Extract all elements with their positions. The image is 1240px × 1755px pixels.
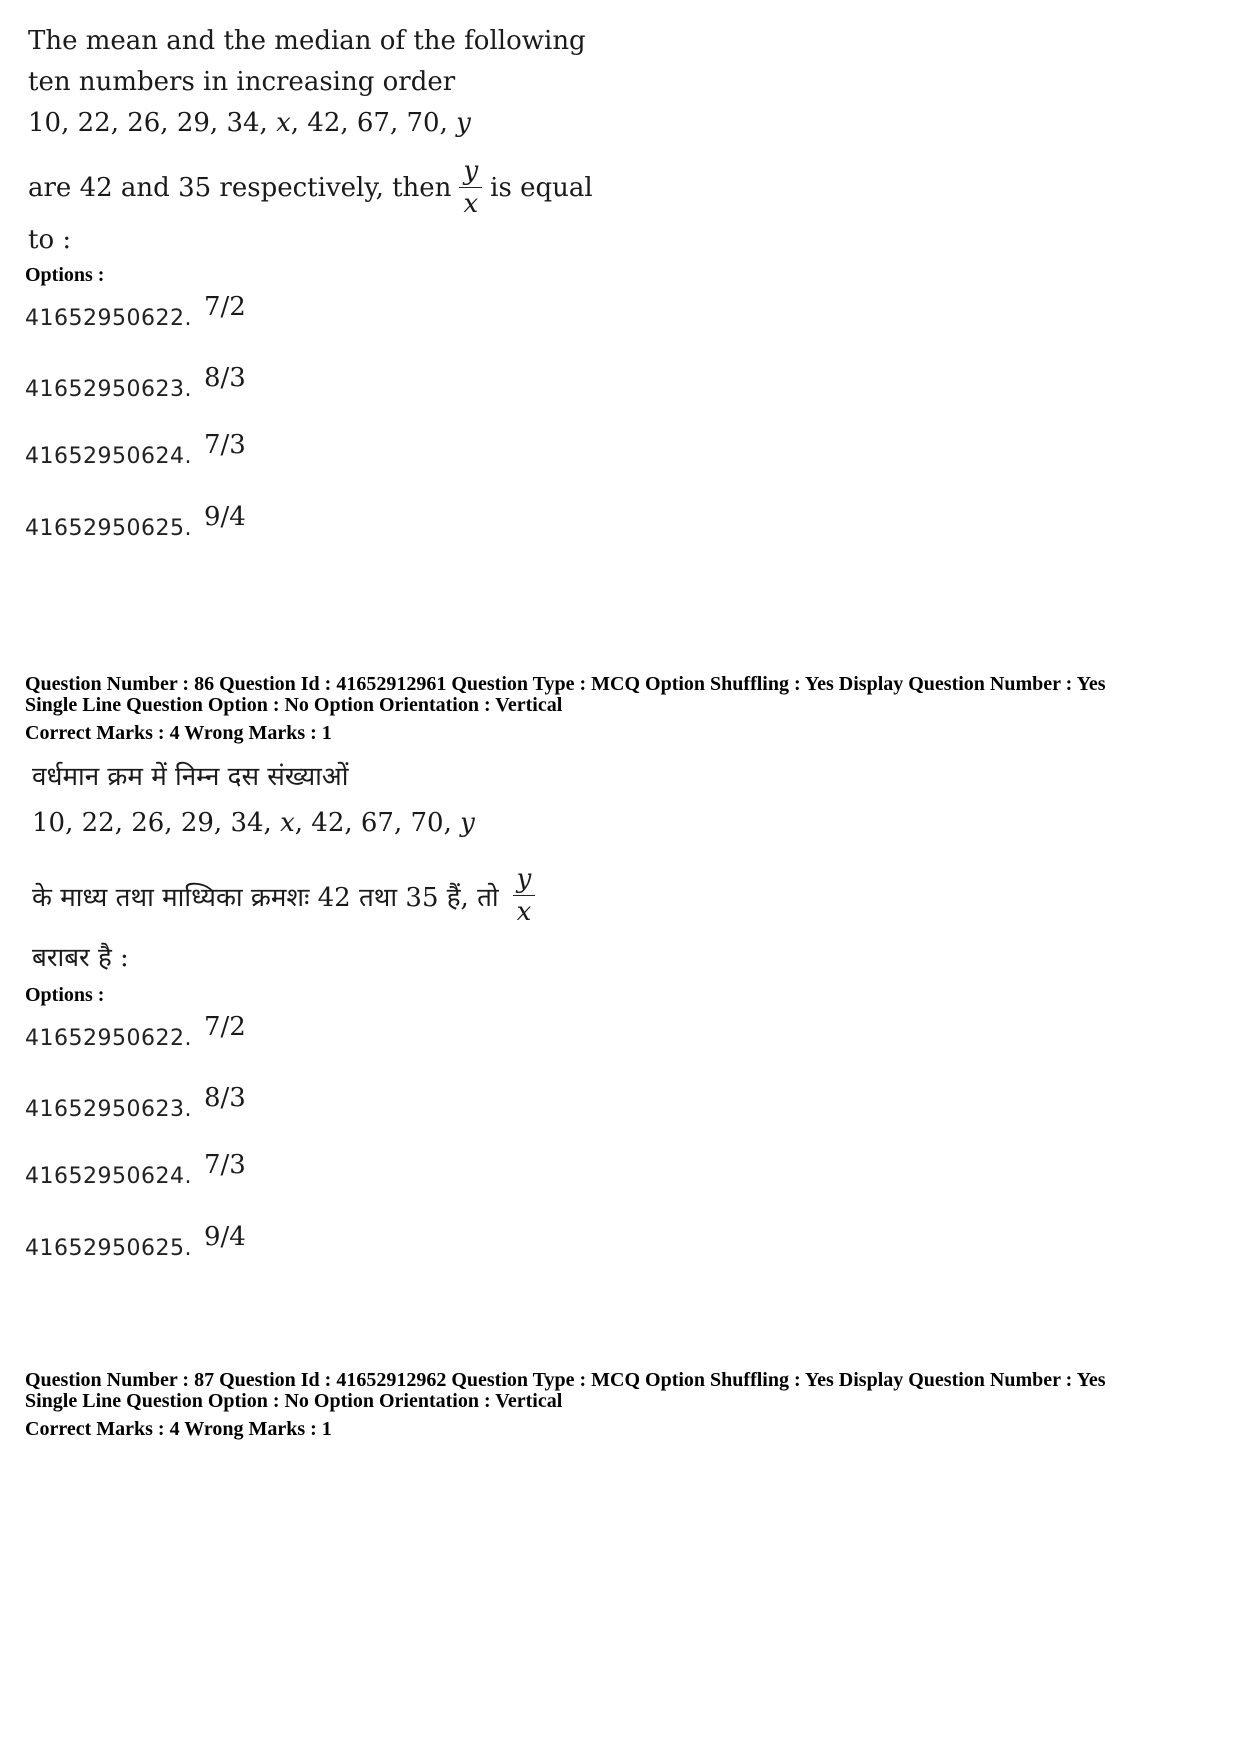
q85-line4-before: are 42 and 35 respectively, then <box>28 172 452 203</box>
option-value: 7/3 <box>203 430 246 460</box>
q86-option-2[interactable] <box>25 1083 246 1122</box>
option-id: 41652950622. <box>25 1026 192 1051</box>
option-value: 7/2 <box>203 292 246 322</box>
q86-line3-before: के माध्य तथा माध्यिका क्रमशः 42 तथा 35 हैं, तो <box>32 882 499 913</box>
q86-text-line-3 <box>32 866 543 925</box>
q85-text-line-5: to : <box>28 225 72 255</box>
q87-meta-line-1: Question Number : 87 Question Id : 41652912962 Question Type : MCQ Option Shuffling : Yes Display Question Number : Yes <box>25 1369 1106 1391</box>
option-id: 41652950623. <box>25 1097 192 1122</box>
q86-meta-line-2: Single Line Question Option : No Option Orientation : Vertical <box>25 694 563 716</box>
q85-seq-var-y: y <box>456 108 471 138</box>
q85-fraction-denominator: x <box>463 189 479 219</box>
q86-text-line-4: बराबर है : <box>32 943 129 973</box>
q86-fraction-numerator: y <box>513 866 536 896</box>
q87-marks: Correct Marks : 4 Wrong Marks : 1 <box>25 1418 332 1440</box>
q86-fraction <box>513 866 536 925</box>
q85-option-3[interactable] <box>25 430 246 469</box>
q85-fraction <box>459 158 482 217</box>
q85-number-sequence <box>28 108 471 138</box>
q85-option-2[interactable] <box>25 363 246 402</box>
option-value: 9/4 <box>203 1222 246 1252</box>
option-id: 41652950623. <box>25 377 192 402</box>
q86-seq-var-x: x <box>280 808 295 838</box>
q86-text-line-1: वर्धमान क्रम में निम्न दस संख्याओं <box>32 762 349 792</box>
q85-text-line-1: The mean and the median of the following <box>28 26 586 56</box>
option-value: 7/3 <box>203 1150 246 1180</box>
option-id: 41652950622. <box>25 306 192 331</box>
q85-seq-part-2: , 42, 67, 70, <box>290 108 457 138</box>
q85-option-1[interactable] <box>25 292 246 331</box>
option-value: 8/3 <box>203 1083 246 1113</box>
q86-seq-var-y: y <box>460 808 475 838</box>
option-value: 7/2 <box>203 1012 246 1042</box>
q85-options-label: Options : <box>25 264 105 286</box>
option-id: 41652950625. <box>25 516 192 541</box>
q85-option-4[interactable] <box>25 502 246 541</box>
q86-fraction-denominator: x <box>516 897 532 927</box>
q86-option-4[interactable] <box>25 1222 246 1261</box>
q86-option-1[interactable] <box>25 1012 246 1051</box>
q86-meta-line-1: Question Number : 86 Question Id : 41652912961 Question Type : MCQ Option Shuffling : Yes Display Question Number : Yes <box>25 673 1106 695</box>
option-id: 41652950625. <box>25 1236 192 1261</box>
q85-fraction-numerator: y <box>459 158 482 188</box>
q86-seq-part-1: 10, 22, 26, 29, 34, <box>32 808 281 838</box>
q85-seq-part-1: 10, 22, 26, 29, 34, <box>28 108 277 138</box>
option-id: 41652950624. <box>25 1164 192 1189</box>
q85-seq-var-x: x <box>276 108 291 138</box>
q86-seq-part-2: , 42, 67, 70, <box>294 808 461 838</box>
q87-meta-line-2: Single Line Question Option : No Option Orientation : Vertical <box>25 1390 563 1412</box>
q86-option-3[interactable] <box>25 1150 246 1189</box>
q85-text-line-2: ten numbers in increasing order <box>28 67 456 97</box>
option-id: 41652950624. <box>25 444 192 469</box>
q86-marks: Correct Marks : 4 Wrong Marks : 1 <box>25 722 332 744</box>
q85-text-line-4 <box>28 158 593 217</box>
q86-number-sequence <box>32 808 475 838</box>
option-value: 9/4 <box>203 502 246 532</box>
q86-options-label: Options : <box>25 984 105 1006</box>
q85-line4-after: is equal <box>490 172 593 203</box>
option-value: 8/3 <box>203 363 246 393</box>
